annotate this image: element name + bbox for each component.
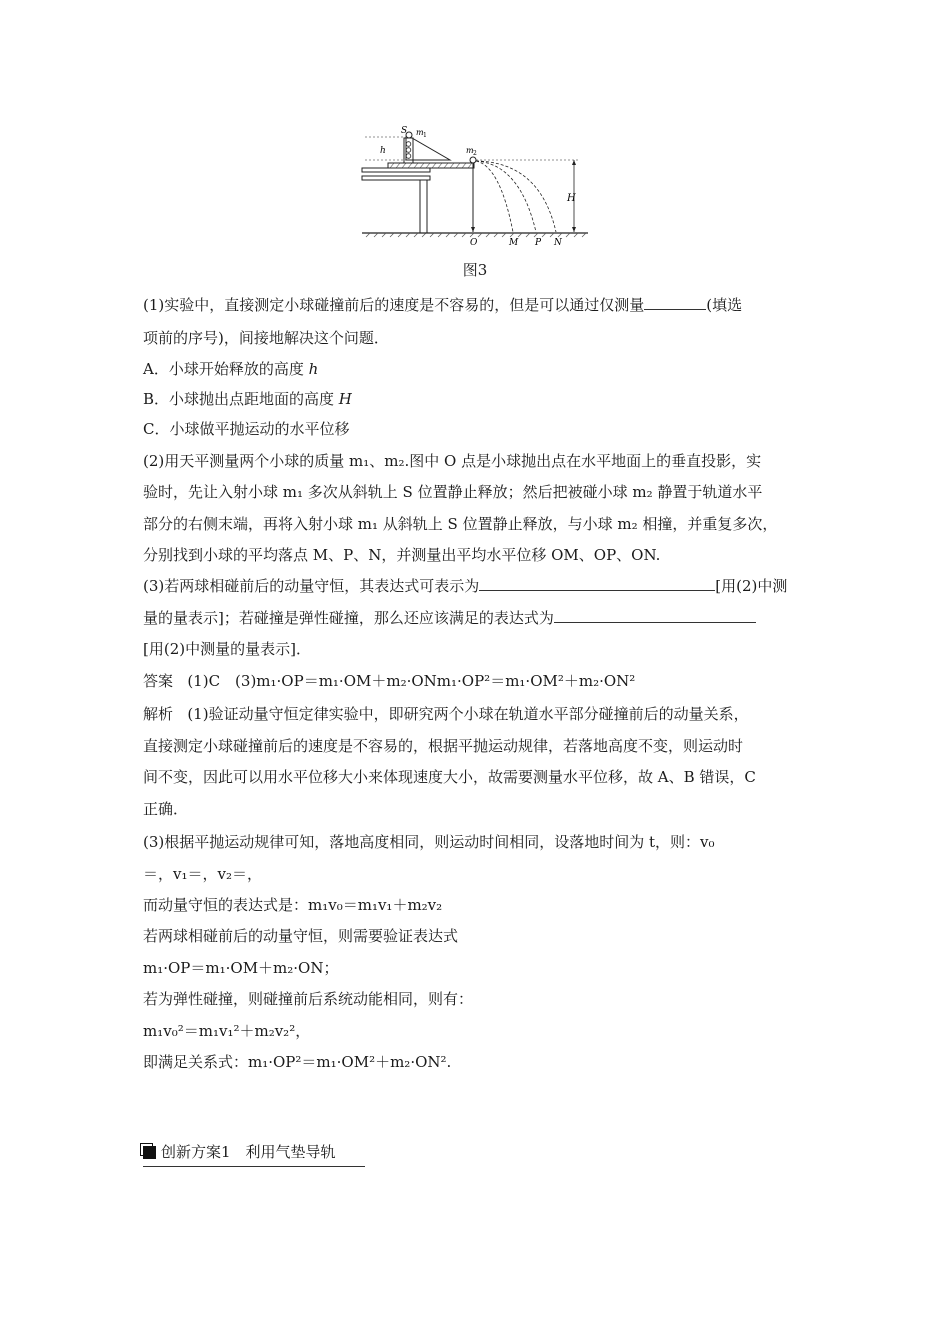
label-H: H: [567, 193, 576, 204]
label-P: P: [535, 238, 542, 248]
label-O: O: [470, 238, 478, 248]
q1-text-a: (1)实验中，直接测定小球碰撞前后的速度是不容易的，但是可以通过仅测量: [143, 296, 645, 314]
label-h: h: [380, 146, 386, 156]
answer-content: (1)C (3)m₁·OP＝m₁·OM＋m₂·ONm₁·OP²＝m₁·OM²＋m₂·ON²: [187, 672, 636, 690]
analysis-line9: m₁·OP＝m₁·OM＋m₂·ON；: [143, 959, 339, 977]
option-a-text: A．小球开始释放的高度: [143, 360, 309, 378]
analysis-line7: 而动量守恒的表达式是：m₁v₀＝m₁v₁＋m₂v₂: [143, 896, 443, 914]
q3-blank-1: [479, 574, 715, 591]
analysis-label: 解析: [143, 705, 174, 723]
q3-text-b: [用(2)中测: [715, 577, 788, 595]
experiment-figure: [360, 124, 590, 249]
option-b: [143, 387, 352, 411]
q1-text-b: (填选: [706, 296, 743, 314]
option-c-text: C．小球做平抛运动的水平位移: [143, 420, 350, 438]
analysis-line5: (3)根据平抛运动规律可知，落地高度相同，则运动时间相同，设落地时间为 t，则：v₀: [143, 833, 715, 851]
q3-line2: [143, 606, 756, 630]
q2-line1: (2)用天平测量两个小球的质量 m₁、m₂.图中 O 点是小球抛出点在水平地面上的垂直投影，实: [143, 452, 762, 470]
analysis-line11: m₁v₀²＝m₁v₁²＋m₂v₂²，: [143, 1022, 311, 1040]
answer-label: 答案: [143, 672, 174, 690]
label-m1: m: [416, 128, 424, 137]
section-heading: [143, 1140, 365, 1167]
answer-line: [143, 669, 635, 693]
q1-line2: 项前的序号)，间接地解决这个问题．: [143, 329, 389, 347]
analysis-line2: 直接测定小球碰撞前后的速度是不容易的，根据平抛运动规律，若落地高度不变，则运动时: [143, 737, 744, 755]
option-c: [143, 417, 349, 441]
q1-line1: [143, 293, 742, 317]
section-title-text: 创新方案1 利用气垫导轨: [161, 1143, 336, 1161]
label-m2-sub: 2: [473, 150, 477, 157]
q2-line3: 部分的右侧末端，再将入射小球 m₁ 从斜轨上 S 位置静止释放，与小球 m₂ 相撞，并重复多次，: [143, 515, 778, 533]
collision-apparatus-diagram: [360, 124, 590, 249]
q3-line3: [用(2)中测量的量表示]．: [143, 640, 311, 658]
square-bullet-icon: [143, 1146, 156, 1159]
label-m2: m: [466, 146, 474, 155]
option-b-text: B．小球抛出点距地面的高度: [143, 390, 339, 408]
analysis-line6: ＝，v₁＝，v₂＝，: [143, 865, 262, 883]
option-a: [143, 357, 318, 381]
q1-blank: [644, 293, 706, 310]
q3-line1: [143, 574, 787, 598]
analysis-line1: [143, 702, 749, 726]
q3-text-c: 量的量表示]；若碰撞是弹性碰撞，那么还应该满足的表达式为: [143, 609, 554, 627]
q3-blank-2: [554, 606, 756, 623]
label-M: M: [509, 238, 519, 248]
label-N: N: [554, 238, 562, 248]
analysis-line3: 间不变，因此可以用水平位移大小来体现速度大小，故需要测量水平位移，故 A、B 错误，C: [143, 768, 756, 786]
option-b-var: H: [338, 390, 352, 408]
option-a-var: h: [308, 360, 319, 378]
label-m1-sub: 1: [423, 132, 427, 139]
q2-line4: 分别找到小球的平均落点 M、P、N，并测量出平均水平位移 OM、OP、ON.: [143, 546, 661, 564]
q2-line2: 验时，先让入射小球 m₁ 多次从斜轨上 S 位置静止释放；然后把被碰小球 m₂ 静置于轨道水平: [143, 483, 763, 501]
analysis-line8: 若两球相碰前后的动量守恒，则需要验证表达式: [143, 927, 459, 945]
figure-caption: 图3: [462, 261, 488, 279]
label-S: S: [401, 126, 408, 136]
q3-text-a: (3)若两球相碰前后的动量守恒，其表达式可表示为: [143, 577, 480, 595]
analysis-line4: 正确．: [143, 800, 189, 818]
analysis-line10: 若为弹性碰撞，则碰撞前后系统动能相同，则有：: [143, 990, 474, 1008]
analysis-text-1: (1)验证动量守恒定律实验中，即研究两个小球在轨道水平部分碰撞前后的动量关系，: [187, 705, 749, 723]
analysis-line12: 即满足关系式：m₁·OP²＝m₁·OM²＋m₂·ON².: [143, 1053, 452, 1071]
